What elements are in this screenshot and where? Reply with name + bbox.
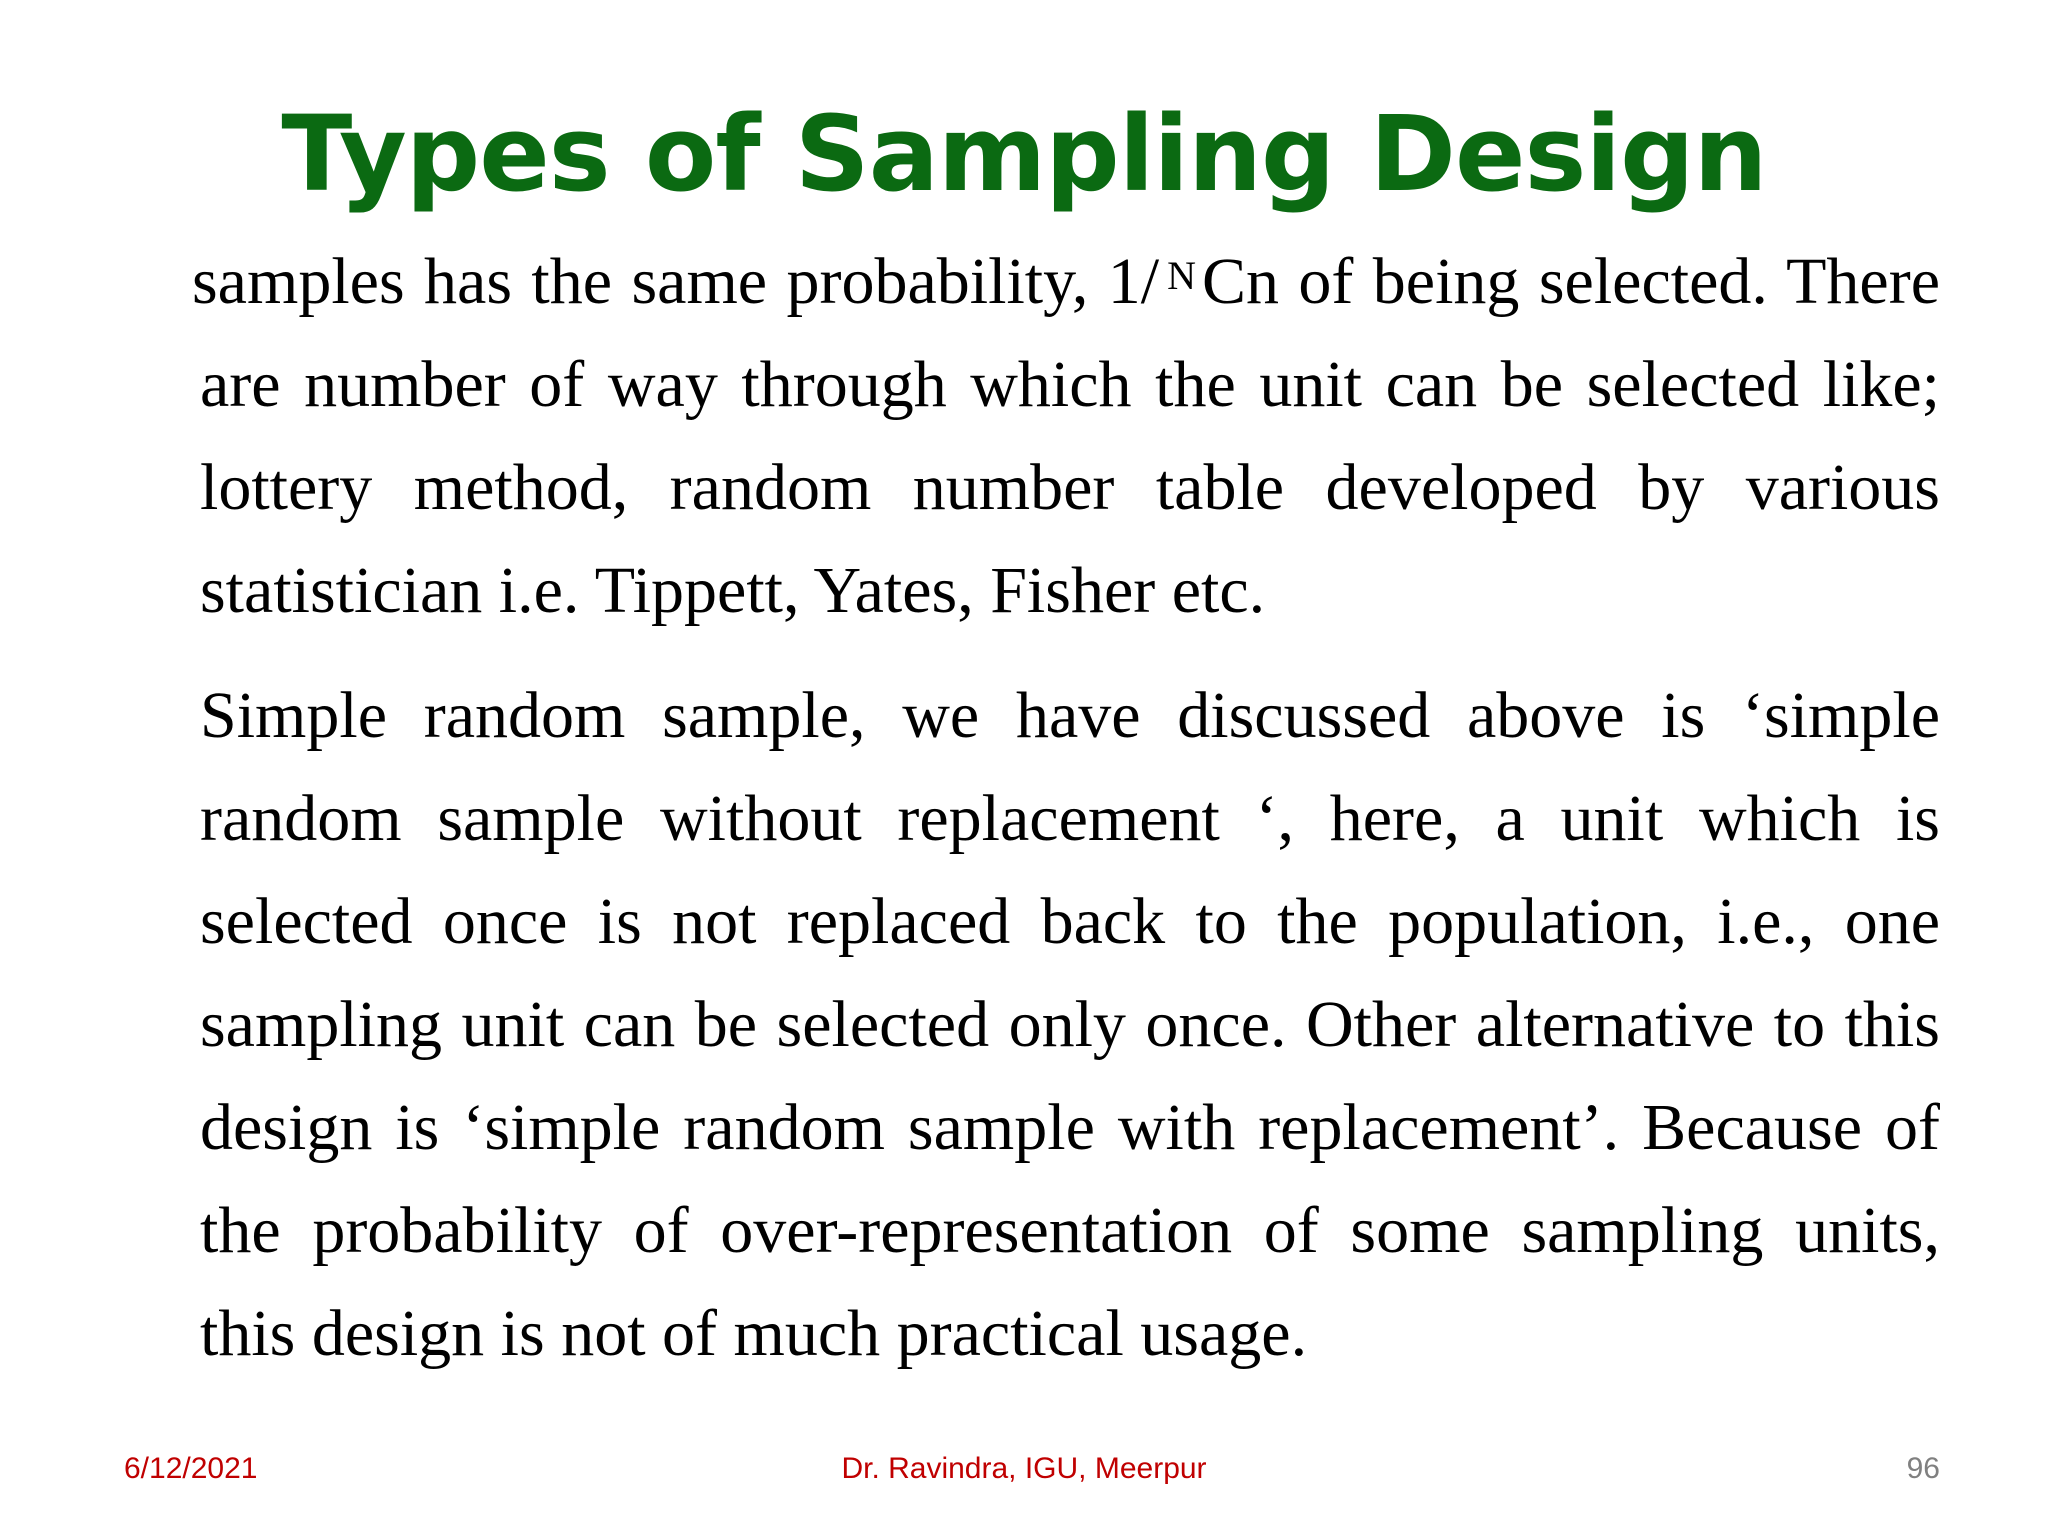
superscript-n: N — [1167, 253, 1196, 298]
paragraph-2: Simple random sample, we have discussed above is ‘simple random sample without replacement ‘, here, a unit which is selected once is not replaced back to the population, i.e., one sampling unit can be selected only once. Other alternative to this design is ‘simple random sample with replacement’. Because of the probability of over-representation of some sampling units, this design is not of much practical usage. — [200, 679, 1940, 1370]
footer-author: Dr. Ravindra, IGU, Meerpur — [841, 1452, 1207, 1485]
paragraph-1-start — [192, 245, 1768, 318]
paragraph-1-rest: There are number of way through which the unit can be selected like; lottery method, random number table developed by various statistician i.e. Tippett, Yates, Fisher etc. — [200, 245, 1940, 627]
page-number: 96 — [1906, 1452, 1940, 1485]
paragraph-1 — [192, 230, 1940, 642]
slide-title: Types of Sampling Design — [281, 93, 1767, 215]
footer-date: 6/12/2021 — [124, 1452, 258, 1485]
paragraph-1-before-superscript: samples has the same probability, 1/ — [192, 245, 1160, 318]
paragraph-1-after-superscript: Cn of being selected. — [1201, 245, 1768, 318]
